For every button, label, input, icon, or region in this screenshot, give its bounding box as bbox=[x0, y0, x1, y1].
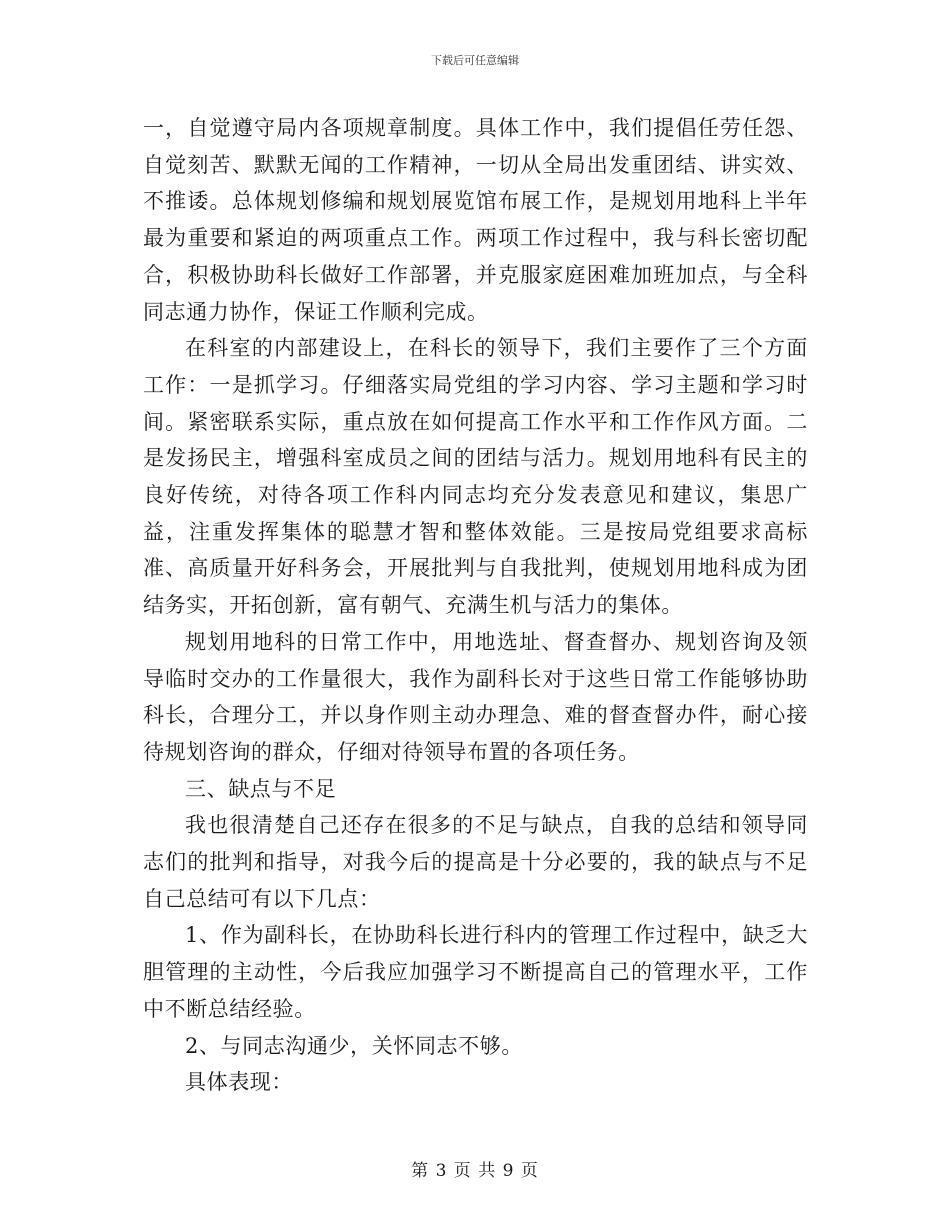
page-header: 下载后可任意编辑 bbox=[431, 54, 519, 67]
paragraph-7: 具体表现： bbox=[185, 1070, 293, 1095]
paragraph-1: 一，自觉遵守局内各项规章制度。具体工作中，我们提倡任劳任怨、自觉刻苦、默默无闻的工作精神，一切从全局出发重团结、讲实效、不推诿。总体规划修编和规划展览馆布展工作，是规划用地科上半年最为重要和紧迫的两项重点工作。两项工作过程中，我与科长密切配合，积极协助科长做好工作部署，并克服家庭困难加班加点，与全科同志通力协作，保证工作顺利完成。 bbox=[143, 116, 808, 324]
document-body bbox=[143, 110, 808, 1101]
paragraph-2: 在科室的内部建设上，在科长的领导下，我们主要作了三个方面工作：一是抓学习。仔细落实局党组的学习内容、学习主题和学习时间。紧密联系实际，重点放在如何提高工作水平和工作作风方面。二是发扬民主，增强科室成员之间的团结与活力。规划用地科有民主的良好传统，对待各项工作科内同志均充分发表意见和建议，集思广益，注重发挥集体的聪慧才智和整体效能。三是按局党组要求高标准、高质量开好科务会，开展批判与自我批判，使规划用地科成为团结务实，开拓创新，富有朝气、充满生机与活力的集体。 bbox=[143, 336, 808, 618]
paragraph-6: 2、与同志沟通少，关怀同志不够。 bbox=[185, 1033, 523, 1058]
paragraph-4: 我也很清楚自己还存在很多的不足与缺点，自我的总结和领导同志们的批判和指导，对我今后的提高是十分必要的，我的缺点与不足自己总结可有以下几点： bbox=[143, 813, 808, 911]
paragraph-5: 1、作为副科长，在协助科长进行科内的管理工作过程中，缺乏大胆管理的主动性，今后我应加强学习不断提高自己的管理水平，工作中不断总结经验。 bbox=[143, 923, 808, 1021]
paragraph-3: 规划用地科的日常工作中，用地选址、督查督办、规划咨询及领导临时交办的工作量很大，我作为副科长对于这些日常工作能够协助科长，合理分工，并以身作则主动办理急、难的督查督办件，耐心接待规划咨询的群众，仔细对待领导布置的各项任务。 bbox=[143, 629, 808, 764]
page-number: 第 3 页 共 9 页 bbox=[411, 1161, 539, 1181]
section-heading-3: 三、缺点与不足 bbox=[185, 776, 337, 801]
